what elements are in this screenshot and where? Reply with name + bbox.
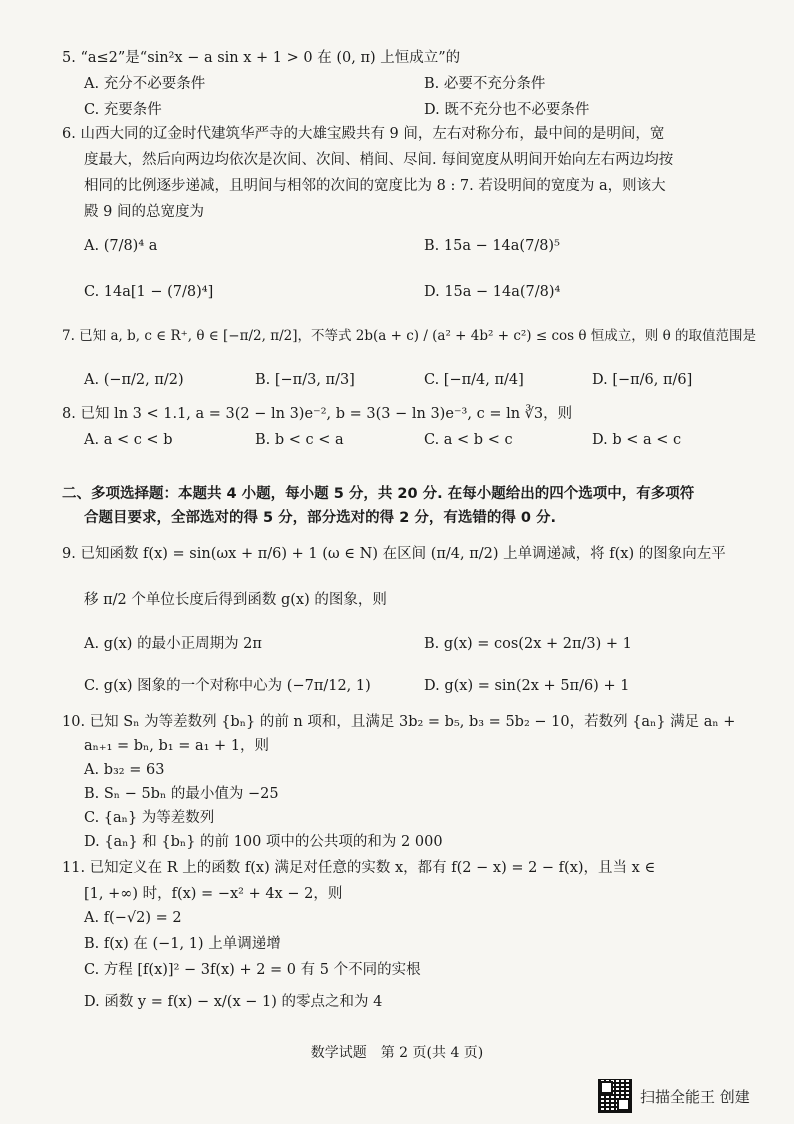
q5-stem: 5. “a≤2”是“sin²x − a sin x + 1 > 0 在 (0, π) 上恒成立”的	[62, 50, 461, 66]
q6-stem-line3: 相同的比例逐步递减，且明间与相邻的次间的宽度比为 8 : 7. 若设明间的宽度为 a，则该大	[84, 178, 666, 194]
q7-option-c: C. [−π/4, π/4]	[424, 372, 524, 388]
q5-option-c: C. 充要条件	[84, 102, 162, 118]
q7-stem: 7. 已知 a, b, c ∈ R⁺, θ ∈ [−π/2, π/2]，不等式 2b(a + c) / (a² + 4b² + c²) ≤ cos θ 恒成立，则 θ 的取值范围是	[62, 328, 756, 344]
q7-option-a: A. (−π/2, π/2)	[84, 372, 184, 388]
q9-option-a: A. g(x) 的最小正周期为 2π	[84, 636, 262, 652]
q6-stem-line2: 度最大，然后向两边均依次是次间、次间、梢间、尽间. 每间宽度从明间开始向左右两边均按	[84, 152, 674, 168]
q6-stem-line4: 殿 9 间的总宽度为	[84, 204, 204, 220]
q8-option-b: B. b < c < a	[255, 432, 344, 448]
q5-option-d: D. 既不充分也不必要条件	[424, 102, 590, 118]
q5-option-a: A. 充分不必要条件	[84, 76, 206, 92]
q8-option-a: A. a < c < b	[84, 432, 173, 448]
scanner-label: 扫描全能王 创建	[640, 1087, 750, 1106]
q6-option-a: A. (7/8)⁴ a	[84, 238, 158, 254]
q8-option-d: D. b < a < c	[592, 432, 682, 448]
q11-option-a: A. f(−√2) = 2	[84, 910, 182, 926]
q10-option-b: B. Sₙ − 5bₙ 的最小值为 −25	[84, 786, 279, 802]
section2-heading-cont: 合题目要求，全部选对的得 5 分，部分选对的得 2 分，有选错的得 0 分.	[84, 510, 557, 526]
q8-stem: 8. 已知 ln 3 < 1.1, a = 3(2 − ln 3)e⁻², b = 3(3 − ln 3)e⁻³, c = ln ∛3，则	[62, 406, 573, 422]
q10-option-d: D. {aₙ} 和 {bₙ} 的前 100 项中的公共项的和为 2 000	[84, 834, 443, 850]
q10-option-c: C. {aₙ} 为等差数列	[84, 810, 215, 826]
q6-option-d: D. 15a − 14a(7/8)⁴	[424, 284, 561, 300]
q6-option-c: C. 14a[1 − (7/8)⁴]	[84, 284, 214, 300]
q9-option-c: C. g(x) 图象的一个对称中心为 (−7π/12, 1)	[84, 678, 371, 694]
q11-option-d: D. 函数 y = f(x) − x/(x − 1) 的零点之和为 4	[84, 994, 383, 1010]
page-footer: 数学试题 第 2 页(共 4 页)	[310, 1045, 484, 1061]
q9-stem-line2: 移 π/2 个单位长度后得到函数 g(x) 的图象，则	[84, 592, 387, 608]
q11-stem-line2: [1, +∞) 时，f(x) = −x² + 4x − 2，则	[84, 886, 343, 902]
q9-stem-line1: 9. 已知函数 f(x) = sin(ωx + π/6) + 1 (ω ∈ N) 在区间 (π/4, π/2) 上单调递减，将 f(x) 的图象向左平	[62, 546, 726, 562]
q11-stem-line1: 11. 已知定义在 R 上的函数 f(x) 满足对任意的实数 x，都有 f(2 − x) = 2 − f(x)，且当 x ∈	[62, 860, 656, 876]
q6-stem-line1: 6. 山西大同的辽金时代建筑华严寺的大雄宝殿共有 9 间，左右对称分布，最中间的是明间，宽	[62, 126, 665, 142]
q10-stem-line1: 10. 已知 Sₙ 为等差数列 {bₙ} 的前 n 项和，且满足 3b₂ = b₅, b₃ = 5b₂ − 10，若数列 {aₙ} 满足 aₙ +	[62, 714, 736, 730]
qr-code-icon	[598, 1079, 632, 1113]
q8-option-c: C. a < b < c	[424, 432, 513, 448]
q6-option-b: B. 15a − 14a(7/8)⁵	[424, 238, 560, 254]
q10-stem-line2: aₙ₊₁ = bₙ, b₁ = a₁ + 1，则	[84, 738, 270, 754]
q5-option-b: B. 必要不充分条件	[424, 76, 546, 92]
q9-option-d: D. g(x) = sin(2x + 5π/6) + 1	[424, 678, 630, 694]
q10-option-a: A. b₃₂ = 63	[84, 762, 165, 778]
scanner-watermark	[598, 1076, 750, 1116]
q11-option-b: B. f(x) 在 (−1, 1) 上单调递增	[84, 936, 281, 952]
q7-option-d: D. [−π/6, π/6]	[592, 372, 693, 388]
q9-option-b: B. g(x) = cos(2x + 2π/3) + 1	[424, 636, 632, 652]
q7-option-b: B. [−π/3, π/3]	[255, 372, 355, 388]
q11-option-c: C. 方程 [f(x)]² − 3f(x) + 2 = 0 有 5 个不同的实根	[84, 962, 421, 978]
section2-heading: 二、多项选择题：本题共 4 小题，每小题 5 分，共 20 分. 在每小题给出的四个选项中，有多项符	[62, 486, 695, 502]
